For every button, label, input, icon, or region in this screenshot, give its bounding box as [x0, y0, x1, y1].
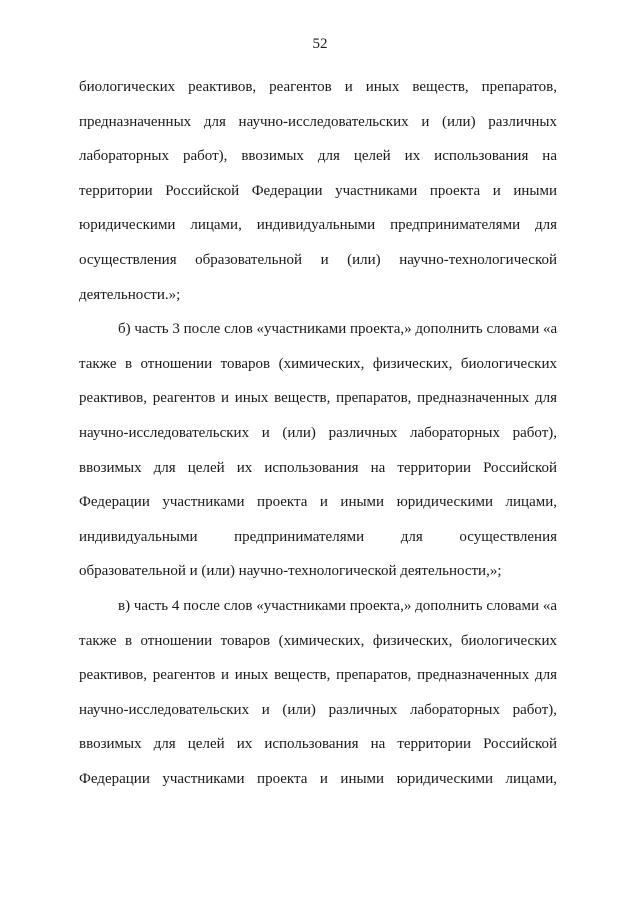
text-line: образовательной и (или) научно-технологической деятельности,»;	[79, 563, 502, 580]
text-line: осуществления образовательной и (или) научно-технологической	[79, 251, 557, 268]
text-line: предназначенных для научно-исследовательских и (или) различных	[79, 113, 557, 130]
page-number: 52	[312, 36, 328, 52]
text-line: реактивов, реагентов и иных веществ, препаратов, предназначенных для	[79, 390, 557, 407]
text-line: научно-исследовательских и (или) различных лабораторных работ),	[79, 424, 557, 441]
text-line: юридическими лицами, индивидуальными предпринимателями для	[79, 217, 557, 234]
paragraph-continuation	[79, 70, 557, 312]
document-body	[79, 70, 557, 796]
text-line: индивидуальными предпринимателями для осуществления	[79, 528, 557, 545]
paragraph-v	[79, 589, 557, 797]
text-line: биологических реактивов, реагентов и иных веществ, препаратов,	[79, 79, 557, 95]
text-line: деятельности.»;	[79, 286, 181, 303]
text-line: также в отношении товаров (химических, физических, биологических	[79, 355, 557, 372]
text-line: территории Российской Федерации участниками проекта и иными	[79, 182, 557, 199]
text-line: ввозимых для целей их использования на территории Российской	[79, 459, 557, 476]
text-line: в) часть 4 после слов «участниками проекта,» дополнить словами «а	[118, 597, 557, 614]
text-line: научно-исследовательских и (или) различных лабораторных работ),	[79, 701, 557, 718]
text-line: Федерации участниками проекта и иными юридическими лицами,	[79, 494, 557, 511]
paragraph-b	[79, 312, 557, 589]
text-line: Федерации участниками проекта и иными юридическими лицами,	[79, 770, 557, 787]
text-line: реактивов, реагентов и иных веществ, препаратов, предназначенных для	[79, 667, 557, 684]
text-line: также в отношении товаров (химических, физических, биологических	[79, 632, 557, 649]
text-line: лабораторных работ), ввозимых для целей их использования на	[79, 148, 557, 165]
text-line: ввозимых для целей их использования на территории Российской	[79, 736, 557, 753]
text-line: б) часть 3 после слов «участниками проекта,» дополнить словами «а	[118, 321, 557, 338]
